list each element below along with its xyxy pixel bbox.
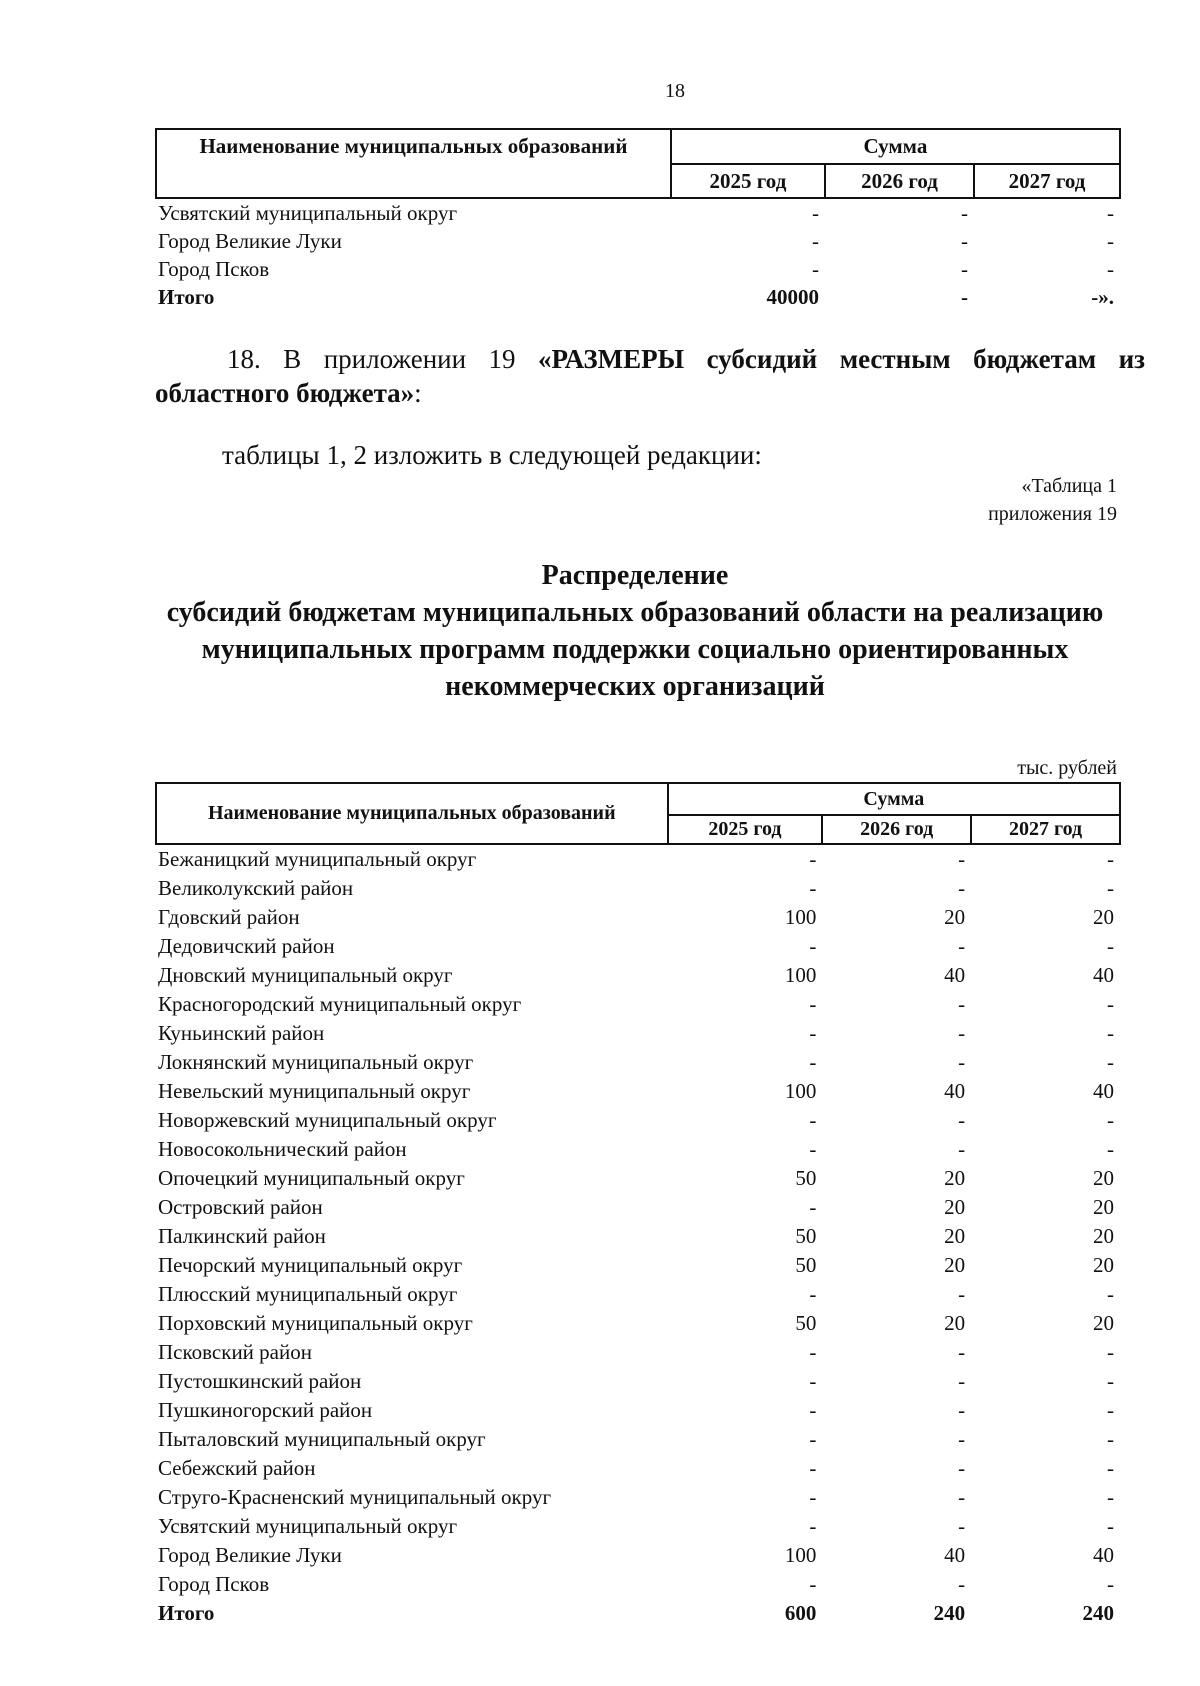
amount-cell: - (958, 934, 966, 958)
municipality-name: Новосокольнический район (158, 1137, 407, 1161)
table-row (156, 1309, 1120, 1338)
table-row (156, 903, 1120, 932)
amount-cell: - (809, 1021, 817, 1045)
amount-cell: 20 (1093, 1253, 1114, 1277)
amount-cell: - (1107, 1282, 1114, 1306)
table-row (156, 1019, 1120, 1048)
table-caption: «Таблица 1 (1021, 475, 1117, 497)
total-row (156, 1599, 1120, 1628)
amount-cell: - (809, 934, 817, 958)
municipality-name: Город Великие Луки (158, 229, 342, 253)
amount-cell: - (1107, 201, 1114, 225)
municipality-name: Бежаницкий муниципальный округ (158, 847, 477, 871)
header-year: 2027 год (971, 815, 1120, 844)
amount-cell: 600 (784, 1601, 817, 1625)
amount-cell: 20 (1093, 905, 1114, 929)
table-row (156, 874, 1120, 903)
amount-cell: 40 (944, 1543, 966, 1567)
amount-cell: - (958, 1398, 966, 1422)
amount-cell: - (809, 1108, 817, 1132)
heading-line: муниципальных программ поддержки социально ориентированных (201, 634, 1069, 665)
amount-cell: 240 (1082, 1601, 1114, 1625)
amount-cell: 50 (795, 1253, 817, 1277)
municipality-name: Локнянский муниципальный округ (158, 1050, 474, 1074)
amount-cell: - (958, 1108, 966, 1132)
table-row (156, 1222, 1120, 1251)
amount-cell: 100 (784, 905, 817, 929)
amount-cell: - (1107, 1456, 1114, 1480)
amount-cell: 40 (1093, 1079, 1114, 1103)
table-row (156, 1048, 1120, 1077)
table-row (156, 1338, 1120, 1367)
amount-cell: - (812, 257, 819, 281)
amount-cell: 50 (795, 1224, 817, 1248)
amount-cell: - (958, 1340, 966, 1364)
municipality-name: Струго-Красненский муниципальный округ (158, 1485, 552, 1509)
municipality-name: Пустошкинский район (158, 1369, 362, 1393)
table-row (156, 1512, 1120, 1541)
municipality-name: Город Великие Луки (158, 1543, 342, 1567)
municipality-name: Невельский муниципальный округ (158, 1079, 471, 1103)
header-year: 2027 год (974, 164, 1120, 198)
table-row (156, 1135, 1120, 1164)
amount-cell: 20 (944, 1166, 966, 1190)
municipality-name: Порховский муниципальный округ (158, 1311, 473, 1335)
table-row (156, 1280, 1120, 1309)
amount-cell: - (809, 876, 817, 900)
amount-cell: - (1107, 1514, 1114, 1538)
municipality-name: Дедовичский район (158, 934, 335, 958)
amount-cell: - (958, 1427, 966, 1451)
header-year: 2025 год (668, 815, 823, 844)
amount-cell: 50 (795, 1311, 817, 1335)
amount-cell: 20 (944, 1195, 966, 1219)
amount-cell: - (958, 1572, 966, 1596)
heading-line: некоммерческих организаций (445, 671, 825, 702)
table-subsidies (155, 782, 1121, 1628)
amount-cell: - (1107, 847, 1114, 871)
amount-cell: - (1107, 992, 1114, 1016)
municipality-name: Красногородский муниципальный округ (158, 992, 522, 1016)
table-row (156, 961, 1120, 990)
amount-cell: - (1107, 934, 1114, 958)
amount-cell: 40000 (766, 285, 819, 309)
amount-cell: - (812, 229, 819, 253)
amount-cell: - (960, 201, 968, 225)
table-row (156, 1396, 1120, 1425)
amount-cell: - (1107, 1369, 1114, 1393)
amount-cell: 20 (944, 1311, 966, 1335)
municipality-name: Дновский муниципальный округ (158, 963, 453, 987)
table-heading (140, 557, 1130, 705)
municipality-name: Город Псков (158, 257, 270, 281)
amount-cell: - (958, 1282, 966, 1306)
amount-cell: - (809, 1398, 817, 1422)
municipality-name: Псковский район (158, 1340, 312, 1364)
amount-cell: 20 (1093, 1166, 1114, 1190)
amount-cell: - (958, 1369, 966, 1393)
heading-line: Распределение (541, 560, 729, 591)
municipality-name: Новоржевский муниципальный округ (158, 1108, 497, 1132)
amount-cell: 40 (1093, 963, 1114, 987)
table-row (156, 932, 1120, 961)
header-sum: Сумма (668, 783, 1120, 815)
amount-cell: - (1107, 1485, 1114, 1509)
municipality-name: Усвятский муниципальный округ (158, 201, 458, 225)
amount-cell: - (960, 229, 968, 253)
total-row (156, 283, 1120, 311)
table-row (156, 990, 1120, 1019)
municipality-name: Город Псков (158, 1572, 270, 1596)
amount-cell: - (809, 1485, 817, 1509)
amount-cell: - (1107, 1108, 1114, 1132)
unit-label: тыс. рублей (1017, 757, 1117, 779)
amount-cell: - (1107, 1427, 1114, 1451)
municipality-name: Куньинский район (158, 1021, 325, 1045)
amount-cell: - (809, 1456, 817, 1480)
table-row (156, 1251, 1120, 1280)
table-row (156, 1077, 1120, 1106)
amount-cell: - (809, 1195, 817, 1219)
amount-cell: - (1107, 257, 1114, 281)
amount-cell: 100 (784, 1543, 817, 1567)
amount-cell: - (809, 847, 817, 871)
amount-cell: - (1107, 1137, 1114, 1161)
table-row (156, 844, 1120, 874)
amount-cell: - (809, 1369, 817, 1393)
total-label: Итого (158, 1601, 215, 1625)
amount-cell: - (1107, 1398, 1114, 1422)
amount-cell: 240 (933, 1601, 966, 1625)
table-row (156, 198, 1120, 227)
amount-cell: - (1107, 876, 1114, 900)
table-row (156, 1106, 1120, 1135)
amount-cell: 20 (944, 1224, 966, 1248)
table-continuation (155, 128, 1121, 311)
municipality-name: Гдовский район (158, 905, 300, 929)
table-row (156, 1164, 1120, 1193)
amount-cell: - (960, 257, 968, 281)
page-number: 18 (665, 80, 685, 102)
amount-cell: - (958, 1021, 966, 1045)
paragraph-amendment (155, 342, 1145, 410)
amount-cell: - (809, 1572, 817, 1596)
table-row (156, 1541, 1120, 1570)
amount-cell: - (812, 201, 819, 225)
amount-cell: 20 (944, 905, 966, 929)
header-year: 2026 год (822, 815, 971, 844)
municipality-name: Опочецкий муниципальный округ (158, 1166, 465, 1190)
paragraph-tail: : (414, 378, 422, 408)
paragraph-lead: 18. В приложении 19 (227, 344, 539, 374)
amount-cell: - (809, 1050, 817, 1074)
header-year: 2025 год (671, 164, 825, 198)
amount-cell: 40 (1093, 1543, 1114, 1567)
municipality-name: Себежский район (158, 1456, 316, 1480)
amount-cell: 20 (1093, 1224, 1114, 1248)
amount-cell: - (809, 1340, 817, 1364)
table-row (156, 1570, 1120, 1599)
amount-cell: - (958, 992, 966, 1016)
table-row (156, 227, 1120, 255)
total-label: Итого (158, 285, 215, 309)
amount-cell: - (958, 1514, 966, 1538)
amount-cell: - (1107, 1021, 1114, 1045)
header-name: Наименование муниципальных образований (156, 129, 671, 198)
amount-cell: - (809, 992, 817, 1016)
municipality-name: Пушкиногорский район (158, 1398, 373, 1422)
municipality-name: Палкинский район (158, 1224, 326, 1248)
amount-cell: - (1107, 229, 1114, 253)
municipality-name: Плюсский муниципальный округ (158, 1282, 458, 1306)
municipality-name: Пыталовский муниципальный округ (158, 1427, 486, 1451)
table-row (156, 1454, 1120, 1483)
table-row (156, 1483, 1120, 1512)
amount-cell: - (958, 1456, 966, 1480)
amount-cell: - (809, 1282, 817, 1306)
amount-cell: - (958, 1485, 966, 1509)
municipality-name: Островский район (158, 1195, 323, 1219)
amount-cell: - (960, 285, 968, 309)
amount-cell: 20 (1093, 1195, 1114, 1219)
header-year: 2026 год (825, 164, 974, 198)
amount-cell: - (958, 1137, 966, 1161)
table-row (156, 255, 1120, 283)
amount-cell: - (958, 876, 966, 900)
amount-cell: 100 (784, 1079, 817, 1103)
amount-cell: 40 (944, 963, 966, 987)
heading-line: субсидий бюджетам муниципальных образований области на реализацию (166, 597, 1104, 628)
amount-cell: - (809, 1427, 817, 1451)
table-caption-appendix: приложения 19 (988, 503, 1117, 525)
amount-cell: 40 (944, 1079, 966, 1103)
table-row (156, 1367, 1120, 1396)
amount-cell: - (958, 1050, 966, 1074)
amount-cell: - (809, 1514, 817, 1538)
paragraph-instruction: таблицы 1, 2 изложить в следующей редакции: (222, 440, 762, 470)
amount-cell: 50 (795, 1166, 817, 1190)
amount-cell: 20 (944, 1253, 966, 1277)
table-row (156, 1193, 1120, 1222)
table-row (156, 1425, 1120, 1454)
amount-cell: 100 (784, 963, 817, 987)
amount-cell: - (958, 847, 966, 871)
amount-cell: - (809, 1137, 817, 1161)
amount-cell: - (1107, 1572, 1114, 1596)
amount-cell: 20 (1093, 1311, 1114, 1335)
municipality-name: Великолукский район (158, 876, 354, 900)
amount-cell: - (1107, 1050, 1114, 1074)
paragraph-bold: «РАЗМЕРЫ субсидий местным бюджетам из областного бюджета» (155, 344, 1145, 408)
header-name: Наименование муниципальных образований (156, 783, 668, 844)
municipality-name: Усвятский муниципальный округ (158, 1514, 458, 1538)
municipality-name: Печорский муниципальный округ (158, 1253, 463, 1277)
amount-cell: -». (1091, 285, 1114, 309)
amount-cell: - (1107, 1340, 1114, 1364)
header-sum: Сумма (671, 129, 1120, 164)
